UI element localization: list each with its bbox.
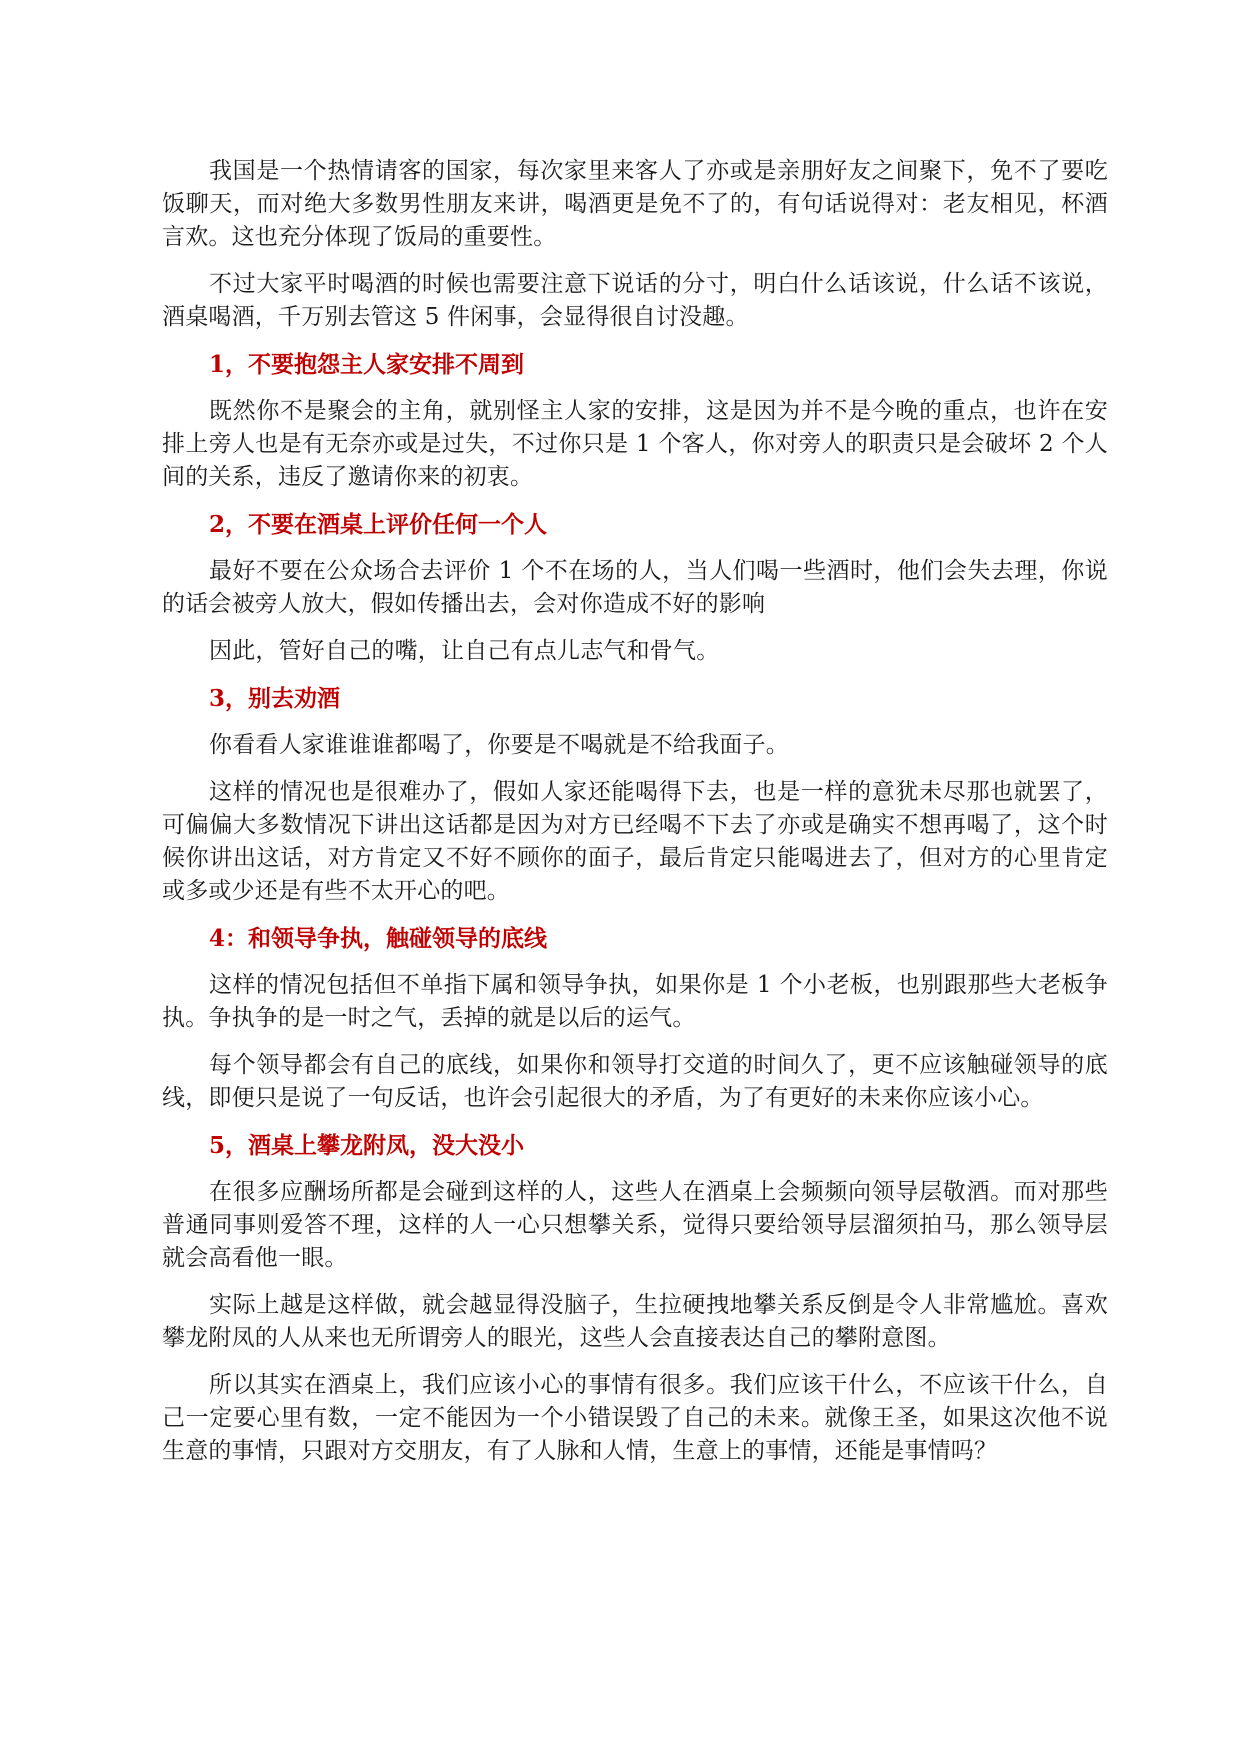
paragraph-intro: 我国是一个热情请客的国家，每次家里来客人了亦或是亲朋好友之间聚下，免不了要吃饭聊天，而对绝大多数男性朋友来讲，喝酒更是免不了的，有句话说得对：老友相见，杯酒言欢。这也充分体现了饭局的重要性。	[162, 158, 1108, 250]
paragraph-section-2b: 因此，管好自己的嘴，让自己有点儿志气和骨气。	[209, 638, 720, 664]
paragraph-section-4b: 每个领导都会有自己的底线，如果你和领导打交道的时间久了，更不应该触碰领导的底线，即便只是说了一句反话，也许会引起很大的矛盾，为了有更好的未来你应该小心。	[162, 1052, 1108, 1111]
paragraph-section-5: 在很多应酬场所都是会碰到这样的人，这些人在酒桌上会频频向领导层敬酒。而对那些普通同事则爱答不理，这样的人一心只想攀关系，觉得只要给领导层溜须拍马，那么领导层就会高看他一眼。	[162, 1179, 1108, 1271]
document-body	[162, 155, 1108, 1482]
paragraph-section-3b: 这样的情况也是很难办了，假如人家还能喝得下去，也是一样的意犹未尽那也就罢了，可偏偏大多数情况下讲出这话都是因为对方已经喝不下去了亦或是确实不想再喝了，这个时候你讲出这话，对方肯定又不好不顾你的面子，最后肯定只能喝进去了，但对方的心里肯定或多或少还是有些不太开心的吧。	[162, 779, 1108, 904]
paragraph-section-3: 你看看人家谁谁谁都喝了，你要是不喝就是不给我面子。	[209, 732, 789, 758]
section-heading-5: 5，酒桌上攀龙附凤，没大没小	[209, 1132, 525, 1159]
paragraph-section-1: 既然你不是聚会的主角，就别怪主人家的安排，这是因为并不是今晚的重点，也许在安排上旁人也是有无奈亦或是过失，不过你只是 1 个客人，你对旁人的职责只是会破坏 2 个人间的关系，违反了邀请你来的初衷。	[162, 398, 1108, 490]
section-heading-3: 3，别去劝酒	[209, 685, 341, 712]
section-heading-4: 4：和领导争执，触碰领导的底线	[209, 925, 548, 952]
section-heading-2: 2，不要在酒桌上评价任何一个人	[209, 511, 548, 538]
paragraph-section-4: 这样的情况包括但不单指下属和领导争执，如果你是 1 个小老板，也别跟那些大老板争执。争执争的是一时之气，丢掉的就是以后的运气。	[162, 972, 1108, 1031]
paragraph-intro-2: 不过大家平时喝酒的时候也需要注意下说话的分寸，明白什么话该说，什么话不该说，酒桌喝酒，千万别去管这 5 件闲事，会显得很自讨没趣。	[162, 271, 1108, 330]
paragraph-conclusion: 所以其实在酒桌上，我们应该小心的事情有很多。我们应该干什么，不应该干什么，自己一定要心里有数，一定不能因为一个小错误毁了自己的未来。就像王圣，如果这次他不说生意的事情，只跟对方交朋友，有了人脉和人情，生意上的事情，还能是事情吗？	[162, 1372, 1108, 1464]
paragraph-section-5b: 实际上越是这样做，就会越显得没脑子，生拉硬拽地攀关系反倒是令人非常尴尬。喜欢攀龙附凤的人从来也无所谓旁人的眼光，这些人会直接表达自己的攀附意图。	[162, 1292, 1108, 1351]
section-heading-1: 1，不要抱怨主人家安排不周到	[209, 351, 525, 378]
paragraph-section-2: 最好不要在公众场合去评价 1 个不在场的人，当人们喝一些酒时，他们会失去理，你说的话会被旁人放大，假如传播出去，会对你造成不好的影响	[162, 558, 1108, 617]
